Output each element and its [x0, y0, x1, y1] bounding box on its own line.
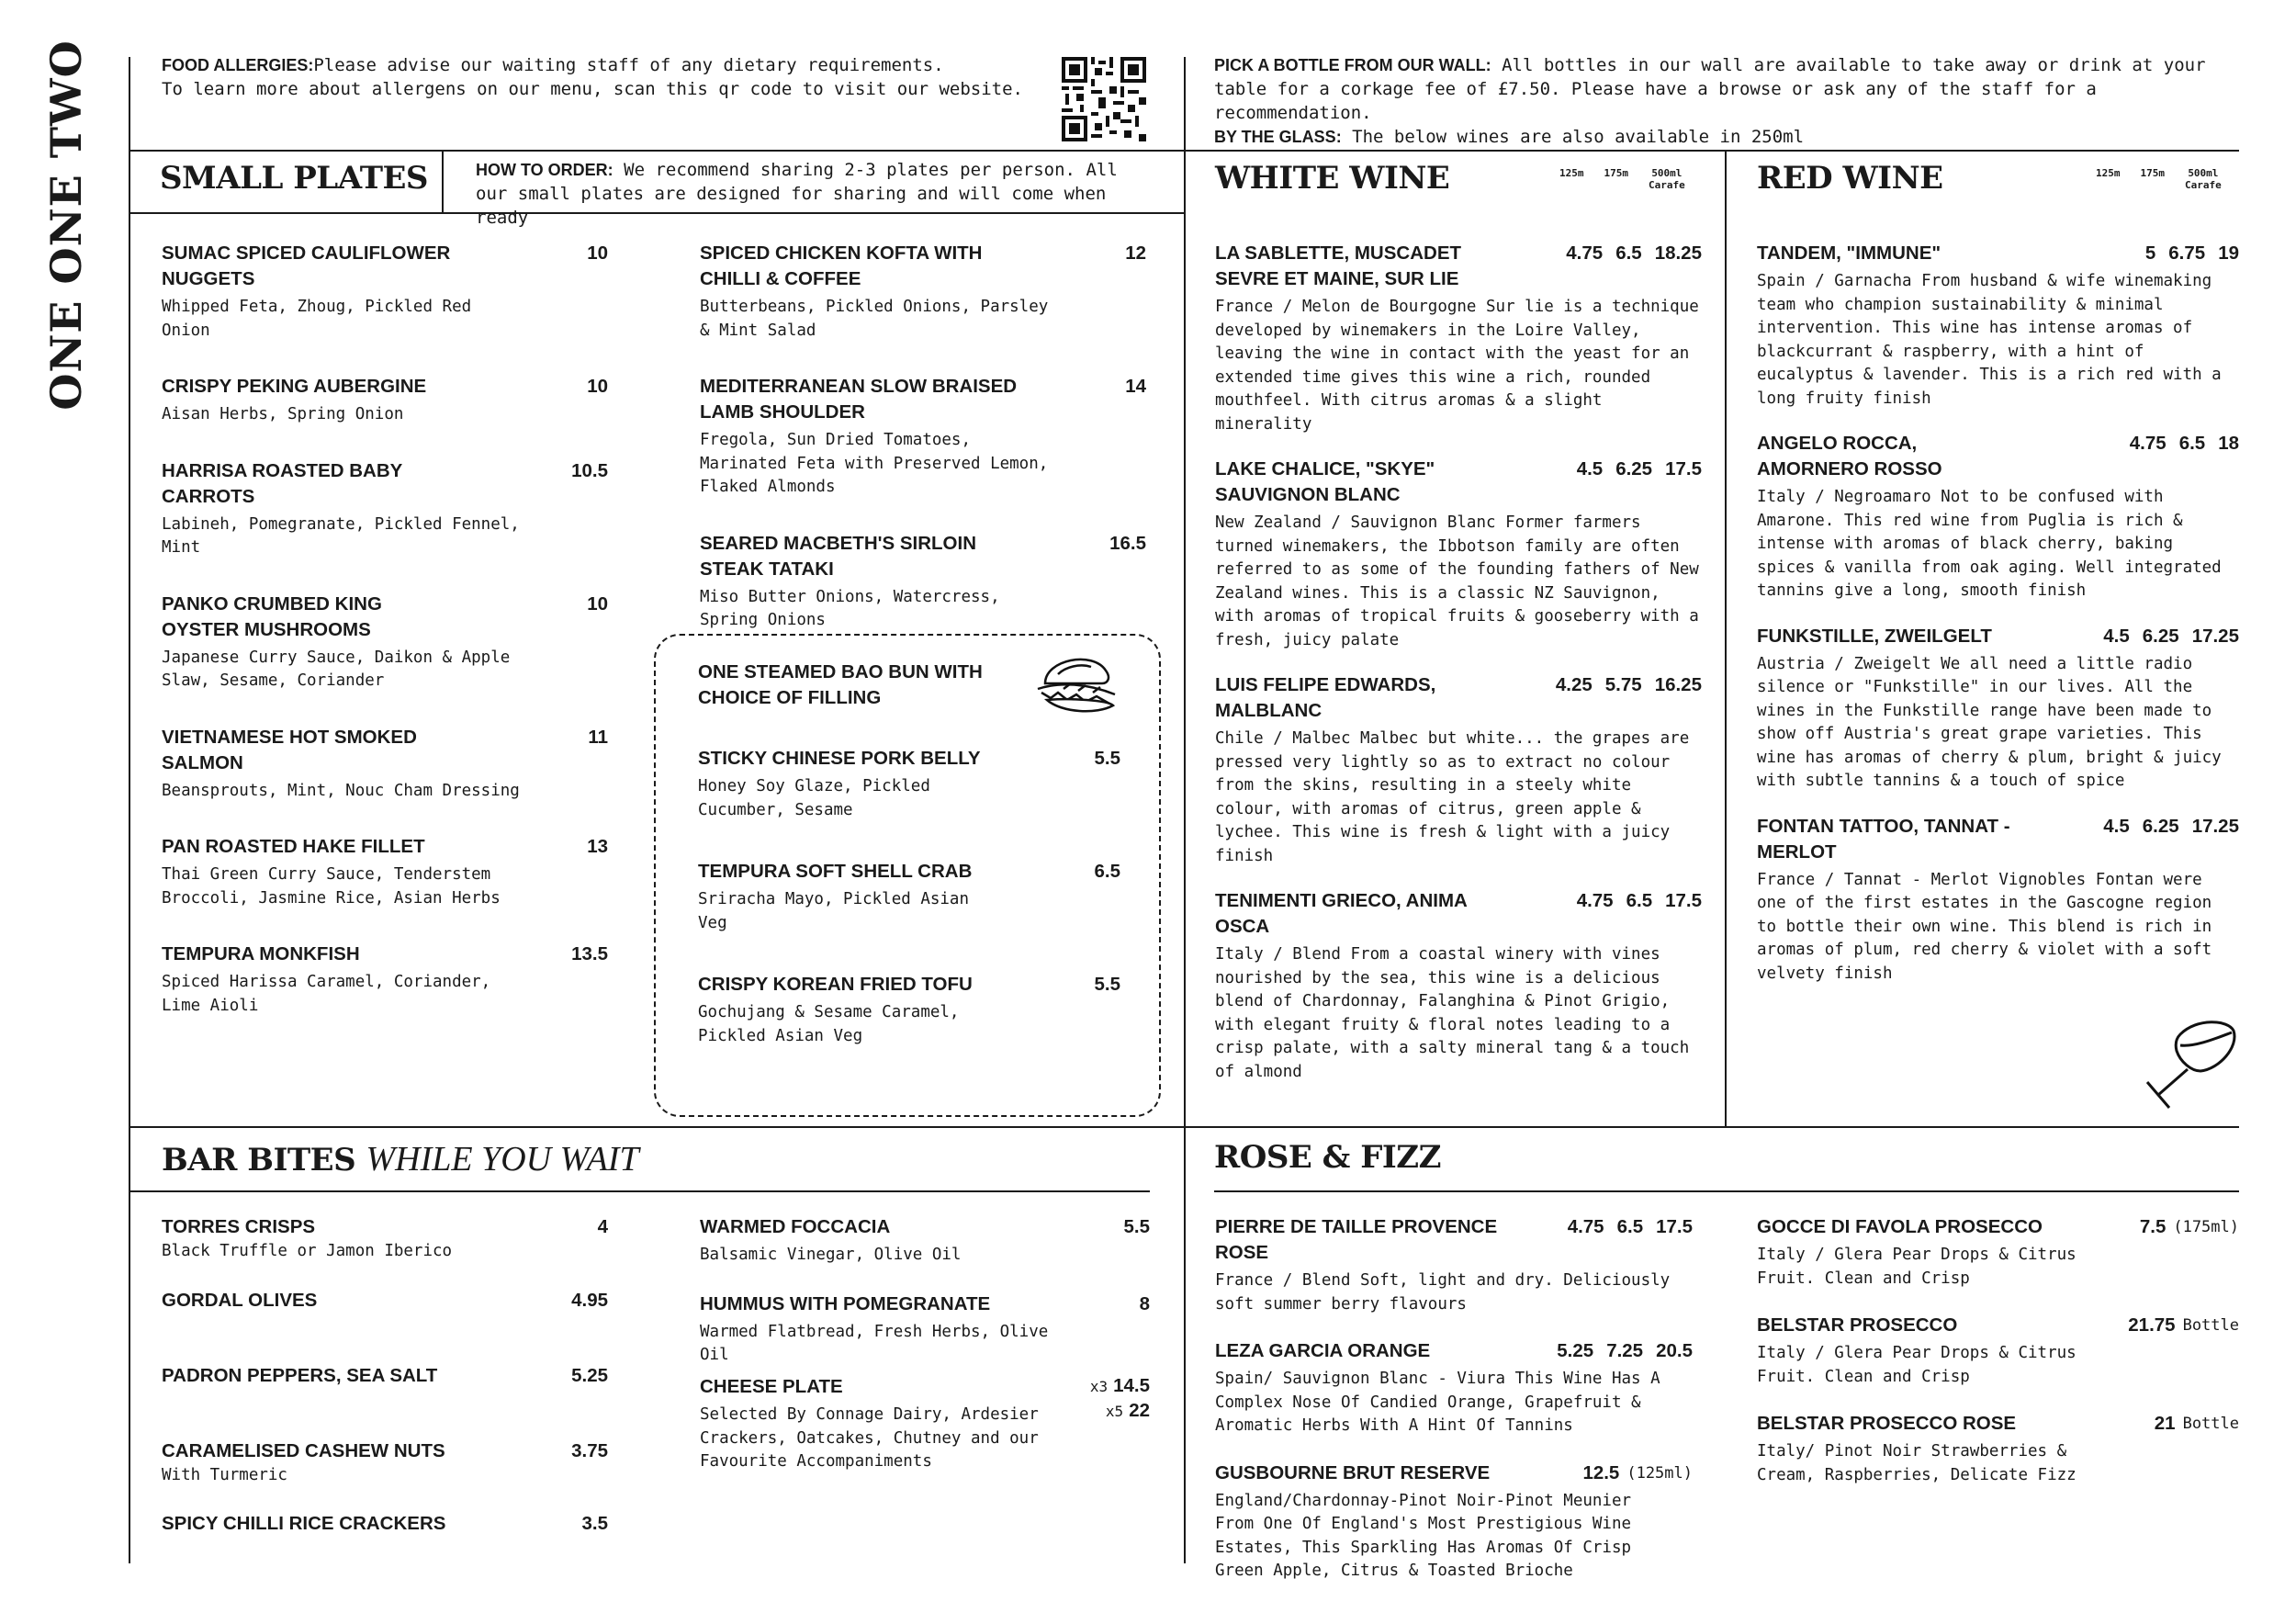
item-price: 5.5: [1123, 1216, 1150, 1237]
item-name: TEMPURA SOFT SHELL CRAB: [698, 861, 973, 882]
item-name: CRISPY PEKING AUBERGINE: [162, 376, 427, 397]
item-description: Honey Soy Glaze, Pickled Cucumber, Sesame: [698, 777, 930, 819]
red-wine-title: RED WINE: [1757, 160, 1943, 197]
allergy-label: FOOD ALLERGIES:: [162, 56, 314, 74]
mid-rule: [129, 1126, 2239, 1128]
item-name: STICKY CHINESE PORK BELLY: [698, 748, 981, 769]
item-name: WARMED FOCCACIA: [700, 1216, 891, 1237]
wine-price-p1: 5: [2144, 242, 2156, 264]
rose-fizz-item: [1215, 1338, 1693, 1438]
menu-item: [698, 972, 1120, 1048]
item-price: 10: [587, 242, 608, 264]
wine-name: LA SABLETTE, MUSCADET SEVRE ET MAINE, SUR LIE: [1215, 242, 1462, 289]
small-plates-column-2: [700, 241, 1146, 664]
wine-prices: [1568, 1214, 1693, 1240]
wine-price: 7.25: [1606, 1340, 1644, 1361]
rose-fizz-column-2: [1757, 1214, 2239, 1509]
item-description: Beansprouts, Mint, Nouc Cham Dressing: [162, 781, 520, 800]
price-unit: (125ml): [1626, 1463, 1693, 1483]
white-wine-sizes: 125m 175m 500ml Carafe: [1559, 167, 1685, 191]
item-price: 3.75: [571, 1439, 608, 1461]
item-price: 5.5: [1094, 748, 1120, 769]
how-to-order-label: HOW TO ORDER:: [476, 161, 613, 179]
wine-price-p2: 6.5: [2178, 433, 2206, 454]
price-unit: Bottle: [2182, 1316, 2239, 1335]
wine-name: TANDEM, "IMMUNE": [1757, 242, 1941, 264]
wine-price-p3: 17.25: [2191, 625, 2239, 647]
item-price: 13.5: [571, 943, 608, 964]
rose-fizz-item: [1757, 1313, 2239, 1389]
item-price: 12: [1125, 242, 1146, 264]
wine-description: Austria / Zweigelt We all need a little radio silence or "Funkstille" in our lives. All the wines in the Funkstille range have been made to show off Austria's great grape varieties. This wine has aromas of cherry & plum, bright & juicy with subtle tannins & a touch of spice: [1757, 654, 2222, 790]
item-price: 3.5: [581, 1513, 608, 1534]
left-border: [129, 57, 130, 1563]
menu-item: [162, 1288, 608, 1314]
menu-item: [162, 592, 608, 694]
item-name: GORDAL OLIVES: [162, 1289, 318, 1311]
top-rule: [129, 150, 2239, 152]
menu-item: [162, 458, 608, 560]
item-name: PAN ROASTED HAKE FILLET: [162, 836, 425, 857]
wine-description: England/Chardonnay-Pinot Noir-Pinot Meunier From One Of England's Most Prestigious Wine Estates, This Sparkling Has Aromas Of Crisp Green Apple, Citrus & Toasted Brioche: [1215, 1491, 1632, 1580]
item-name: PANKO CRUMBED KING OYSTER MUSHROOMS: [162, 592, 382, 640]
item-description: With Turmeric: [162, 1465, 287, 1484]
item-name: SUMAC SPICED CAULIFLOWER NUGGETS: [162, 242, 451, 289]
wine-prices: [2145, 241, 2239, 266]
bar-bites-title: BAR BITES WHILE YOU WAIT: [162, 1140, 639, 1179]
red-wine-list: [1757, 241, 2239, 1006]
wine-item: [1757, 431, 2239, 603]
wine-item: [1757, 241, 2239, 411]
wine-description: France / Melon de Bourgogne Sur lie is a technique developed by winemakers in the Loire Valley, leaving the wine in contact with the yeast for an extended time gives this wine a rich, rounded mouthfeel. With citrus aromas & a slight minerality: [1215, 298, 1699, 434]
wine-price-p1: 4.5: [1576, 458, 1604, 479]
menu-item: [162, 1214, 608, 1264]
item-description: Spiced Harissa Caramel, Coriander, Lime Aioli: [162, 973, 491, 1015]
wine-price-p1: 4.75: [2129, 433, 2167, 454]
white-wine-list: [1215, 241, 1702, 1104]
wine-price: 12.5: [1582, 1461, 1620, 1483]
brand-name: ONE ONE TWO: [41, 39, 91, 411]
wine-price-p2: 6.5: [1626, 890, 1653, 911]
wine-description: Chile / Malbec Malbec but white... the grapes are pressed very lightly so as to extract no colour from the skins, resulting in a steely white colour, with aromas of citrus, green apple & lychee. This wine is fresh & light with a juicy finish: [1215, 729, 1690, 865]
wine-item: [1215, 888, 1702, 1084]
wine-prices: [1557, 1338, 1693, 1364]
wine-divider: [1725, 152, 1727, 1127]
bottle-note: PICK A BOTTLE FROM OUR WALL: All bottles in our wall are available to take away or drink at your table for a corkage fee of £7.50. Please have a browse or ask any of the staff for a recommendation. BY THE GLASS: The below wines are also available in 250ml: [1214, 55, 2206, 147]
item-price: 8: [1139, 1292, 1150, 1314]
wine-price-p2: 6.25: [2142, 815, 2179, 837]
item-price: 11: [588, 726, 608, 748]
wine-description: Italy / Negroamaro Not to be confused with Amarone. This red wine from Puglia is rich & intense with aromas of black cherry, baking spices & vanilla from oak aging. Well integrated tannins give a long, smooth finish: [1757, 488, 2222, 600]
wine-price: 4.75: [1567, 1216, 1604, 1237]
item-description: Whipped Feta, Zhoug, Pickled Red Onion: [162, 298, 472, 340]
rose-fizz-item: [1757, 1214, 2239, 1291]
wine-item: [1757, 624, 2239, 794]
wine-price-p1: 4.5: [2103, 625, 2130, 647]
item-price: 14: [1125, 376, 1146, 397]
wine-price-p1: 4.75: [1566, 242, 1604, 264]
wine-price-p3: 16.25: [1654, 674, 1702, 695]
menu-item: [162, 834, 608, 910]
wine-glass-icon: [2140, 1014, 2241, 1113]
wine-name: ANGELO ROCCA, AMORNERO ROSSO: [1757, 433, 1942, 479]
cheese-plate-desc: Selected By Connage Dairy, Ardesier Crackers, Oatcakes, Chutney and our Favourite Accompaniments: [700, 1405, 1039, 1471]
red-wine-sizes: 125m 175m 500ml Carafe: [2096, 167, 2222, 191]
how-to-order: HOW TO ORDER: We recommend sharing 2-3 plates per person. All our small plates are designed for sharing and will come when ready: [476, 160, 1118, 228]
item-price: 4.95: [571, 1289, 608, 1311]
wine-name: BELSTAR PROSECCO ROSE: [1757, 1413, 2017, 1434]
menu-item: [700, 1214, 1150, 1268]
wine-item: [1215, 241, 1702, 436]
item-price: 4: [597, 1216, 608, 1237]
item-name: CARAMELISED CASHEW NUTS: [162, 1439, 445, 1461]
menu-item: [700, 374, 1146, 500]
item-name: SEARED MACBETH'S SIRLOIN STEAK TATAKI: [700, 532, 977, 580]
menu-item: [162, 374, 608, 427]
wine-price-p3: 17.5: [1665, 890, 1702, 911]
wine-price-p2: 6.5: [1615, 242, 1642, 264]
item-description: Labineh, Pomegranate, Pickled Fennel, Mint: [162, 514, 520, 557]
item-price: 10: [587, 376, 608, 397]
rose-fizz-rule: [1214, 1190, 2239, 1192]
wine-price-p2: 6.25: [1615, 458, 1653, 479]
rose-fizz-column-1: [1215, 1214, 1693, 1606]
wine-price-p3: 17.25: [2191, 815, 2239, 837]
small-plates-header-divider: [442, 152, 444, 214]
wine-name: PIERRE DE TAILLE PROVENCE ROSE: [1215, 1216, 1498, 1263]
item-description: Sriracha Mayo, Pickled Asian Veg: [698, 890, 970, 932]
menu-item: [162, 1438, 608, 1488]
menu-item: [698, 746, 1120, 822]
wine-price: 21.75: [2128, 1314, 2176, 1336]
bar-bites-subtitle: WHILE YOU WAIT: [366, 1140, 639, 1179]
menu-item: [700, 1291, 1150, 1368]
wine-name: LAKE CHALICE, "SKYE" SAUVIGNON BLANC: [1215, 458, 1435, 505]
wine-name: TENIMENTI GRIECO, ANIMA OSCA: [1215, 890, 1468, 937]
brand-vertical: [39, 39, 94, 411]
cheese-x5-price: 22: [1129, 1400, 1150, 1421]
wine-name: LUIS FELIPE EDWARDS, MALBLANC: [1215, 674, 1436, 721]
item-description: Warmed Flatbread, Fresh Herbs, Olive Oil: [700, 1322, 1049, 1364]
item-name: SPICED CHICKEN KOFTA WITH CHILLI & COFFEE: [700, 242, 983, 289]
wine-item: [1215, 457, 1702, 652]
rose-fizz-item: [1757, 1411, 2239, 1487]
item-description: Black Truffle or Jamon Iberico: [162, 1242, 453, 1260]
wine-prices: [2128, 1313, 2239, 1338]
item-name: MEDITERRANEAN SLOW BRAISED LAMB SHOULDER: [700, 376, 1018, 423]
wine-price-p1: 4.75: [1576, 890, 1614, 911]
wine-prices: [1566, 241, 1702, 266]
wine-item: [1757, 814, 2239, 987]
wine-description: Italy / Glera Pear Drops & Citrus Fruit. Clean and Crisp: [1757, 1246, 2077, 1288]
rose-fizz-title: ROSE & FIZZ: [1214, 1139, 1441, 1176]
item-price: 5.25: [571, 1364, 608, 1386]
wine-prices: [1582, 1460, 1693, 1486]
wine-description: Spain/ Sauvignon Blanc - Viura This Wine Has A Complex Nose Of Candied Orange, Grapefruit & Aromatic Herbs With A Hint Of Tannins: [1215, 1370, 1660, 1435]
item-description: Miso Butter Onions, Watercress, Spring Onions: [700, 587, 1000, 629]
bar-bites-rule: [129, 1190, 1150, 1192]
white-wine-title: WHITE WINE: [1215, 160, 1450, 197]
item-name: TEMPURA MONKFISH: [162, 943, 360, 964]
wine-item: [1215, 672, 1702, 868]
cheese-x3-price: 14.5: [1113, 1375, 1150, 1396]
item-price: 10.5: [571, 459, 608, 481]
wine-name: LEZA GARCIA ORANGE: [1215, 1340, 1431, 1361]
bottle-label: PICK A BOTTLE FROM OUR WALL:: [1214, 56, 1491, 74]
wine-name: GUSBOURNE BRUT RESERVE: [1215, 1461, 1491, 1483]
item-name: HUMMUS WITH POMEGRANATE: [700, 1292, 991, 1314]
wine-price: 20.5: [1656, 1340, 1693, 1361]
rose-fizz-item: [1215, 1214, 1693, 1316]
item-name: SPICY CHILLI RICE CRACKERS: [162, 1513, 446, 1534]
item-price: 10: [587, 592, 608, 615]
glass-label: BY THE GLASS:: [1214, 128, 1342, 146]
item-price: 5.5: [1094, 974, 1120, 995]
small-plates-column-1: [162, 241, 608, 1049]
wine-name: FONTAN TATTOO, TANNAT - MERLOT: [1757, 815, 2010, 863]
item-description: Gochujang & Sesame Caramel, Pickled Asian Veg: [698, 1003, 960, 1045]
wine-prices: [2130, 431, 2239, 457]
bao-title: ONE STEAMED BAO BUN WITH CHOICE OF FILLING: [698, 661, 983, 708]
menu-item: [698, 859, 1120, 935]
wine-prices: [1556, 672, 1702, 698]
item-description: Butterbeans, Pickled Onions, Parsley & Mint Salad: [700, 298, 1049, 340]
wine-name: GOCCE DI FAVOLA PROSECCO: [1757, 1216, 2043, 1237]
item-price: 13: [587, 836, 608, 857]
cheese-plate-name: CHEESE PLATE: [700, 1376, 843, 1397]
wine-price: 21: [2154, 1413, 2176, 1434]
center-divider: [1184, 57, 1186, 1563]
menu-item: [162, 1511, 608, 1537]
wine-price: 17.5: [1656, 1216, 1693, 1237]
wine-name: BELSTAR PROSECCO: [1757, 1314, 1958, 1336]
menu-item: [162, 942, 608, 1018]
wine-price-p1: 4.5: [2103, 815, 2130, 837]
wine-prices: [1577, 457, 1702, 482]
rose-fizz-item: [1215, 1460, 1693, 1584]
price-unit: (175ml): [2173, 1218, 2239, 1236]
wine-price-p2: 5.75: [1604, 674, 1642, 695]
wine-description: France / Blend Soft, light and dry. Deliciously soft summer berry flavours: [1215, 1271, 1671, 1314]
wine-price-p2: 6.75: [2168, 242, 2206, 264]
item-name: TORRES CRISPS: [162, 1216, 316, 1237]
qr-code-icon[interactable]: [1062, 57, 1146, 141]
wine-prices: [2140, 1214, 2239, 1240]
wine-prices: [2103, 814, 2239, 840]
item-price: 16.5: [1109, 532, 1146, 554]
price-unit: Bottle: [2182, 1415, 2239, 1433]
item-name: CRISPY KOREAN FRIED TOFU: [698, 974, 973, 995]
bar-bites-column-2: [700, 1214, 1150, 1392]
allergy-note: FOOD ALLERGIES:Please advise our waiting staff of any dietary requirements. To learn more about allergens on our menu, scan this qr code to visit our website.: [162, 55, 1023, 99]
wine-price-p3: 18.25: [1654, 242, 1702, 264]
wine-price: 6.5: [1616, 1216, 1644, 1237]
menu-item: [162, 1363, 608, 1389]
wine-description: Spain / Garnacha From husband & wife winemaking team who champion sustainability & minimal intervention. This wine has intense aromas of blackcurrant & raspberry, with a hint of eucalyptus & lavender. This is a rich red with a long fruity finish: [1757, 272, 2222, 408]
item-description: Aisan Herbs, Spring Onion: [162, 405, 404, 423]
item-description: Japanese Curry Sauce, Daikon & Apple Slaw, Sesame, Coriander: [162, 648, 511, 690]
bao-items: [698, 746, 1120, 1085]
wine-description: Italy/ Pinot Noir Strawberries & Cream, Raspberries, Delicate Fizz: [1757, 1442, 2077, 1484]
wine-description: France / Tannat - Merlot Vignobles Fontan were one of the first estates in the Gascogne region to bottle their own wine. This blend is rich in aromas of plum, red cherry & violet with a soft velvety finish: [1757, 870, 2212, 983]
cheese-plate: CHEESE PLATE x3 14.5 x5 22 Selected By Connage Dairy, Ardesier Crackers, Oatcakes, Chutney and our Favourite Accompaniments: [700, 1374, 1150, 1474]
wine-prices: [2103, 624, 2239, 649]
wine-price-p2: 6.25: [2142, 625, 2179, 647]
menu-item: [700, 241, 1146, 343]
item-price: 6.5: [1094, 861, 1120, 882]
wine-description: Italy / Blend From a coastal winery with vines nourished by the sea, this wine is a delicious blend of Chardonnay, Falanghina & Pinot Grigio, with elegant fruity & floral notes leading to a crisp palate, with a salty mineral tang & a touch of almond: [1215, 945, 1690, 1081]
wine-price-p3: 17.5: [1665, 458, 1702, 479]
bao-bun-icon: [1032, 647, 1124, 716]
item-name: HARRISA ROASTED BABY CARROTS: [162, 459, 402, 507]
item-description: Thai Green Curry Sauce, Tenderstem Broccoli, Jasmine Rice, Asian Herbs: [162, 865, 501, 908]
item-name: PADRON PEPPERS, SEA SALT: [162, 1364, 438, 1386]
small-plates-title: SMALL PLATES: [160, 160, 428, 197]
wine-prices: [2155, 1411, 2239, 1437]
wine-name: FUNKSTILLE, ZWEILGELT: [1757, 625, 1992, 647]
wine-price: 5.25: [1557, 1340, 1594, 1361]
item-name: VIETNAMESE HOT SMOKED SALMON: [162, 726, 417, 773]
wine-prices: [1577, 888, 1702, 914]
menu-item: [162, 725, 608, 804]
bar-bites-column-1: [162, 1214, 608, 1555]
wine-price-p3: 18: [2218, 433, 2239, 454]
menu-item: [700, 531, 1146, 633]
wine-description: New Zealand / Sauvignon Blanc Former farmers turned winemakers, the Ibbotson family are often referred to as some of the founding fathers of New Zealand wines. This is a classic NZ Sauvignon, with aromas of tropical fruits & gooseberry with a fresh, juicy palate: [1215, 513, 1699, 649]
item-description: Balsamic Vinegar, Olive Oil: [700, 1246, 962, 1264]
item-description: Fregola, Sun Dried Tomatoes, Marinated Feta with Preserved Lemon, Flaked Almonds: [700, 431, 1049, 496]
menu-item: [162, 241, 608, 343]
wine-price-p3: 19: [2218, 242, 2239, 264]
wine-description: Italy / Glera Pear Drops & Citrus Fruit. Clean and Crisp: [1757, 1344, 2077, 1386]
wine-price: 7.5: [2139, 1216, 2167, 1237]
wine-price-p1: 4.25: [1555, 674, 1593, 695]
